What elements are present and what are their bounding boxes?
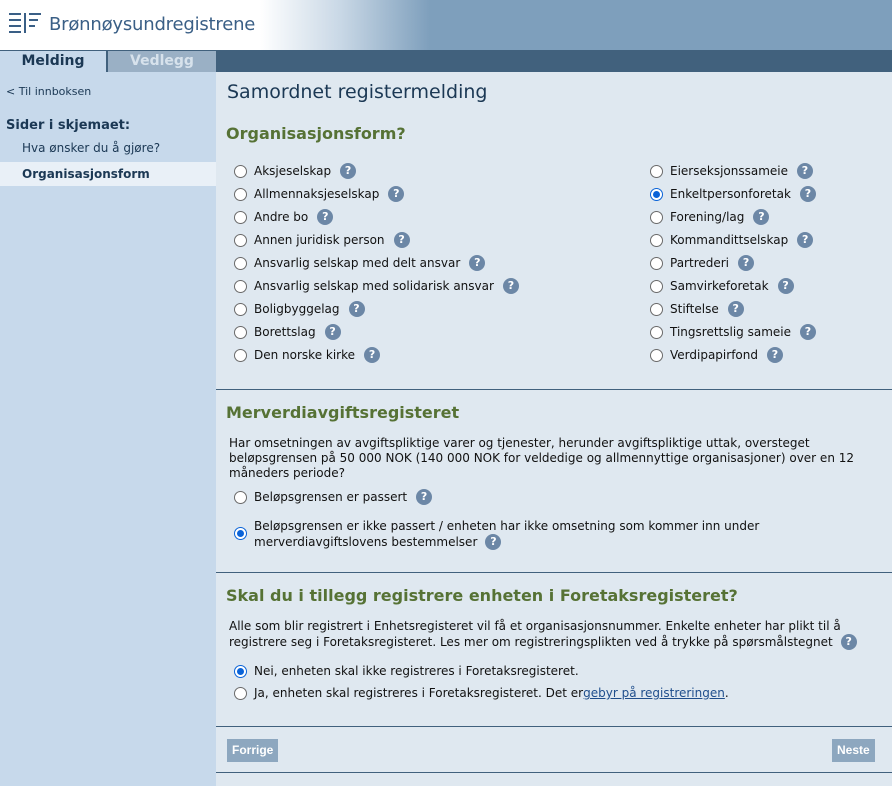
option-label: Partrederi xyxy=(670,256,730,270)
option-label: Beløpsgrensen er passert xyxy=(254,490,408,504)
option-label: Stiftelse xyxy=(670,302,719,316)
help-icon[interactable]: ? xyxy=(841,634,857,650)
help-icon[interactable]: ? xyxy=(364,347,380,363)
org-form-option[interactable] xyxy=(650,278,794,294)
help-icon[interactable]: ? xyxy=(340,163,356,179)
option-label: Kommandittselskap xyxy=(670,233,789,247)
option-label: Ansvarlig selskap med solidarisk ansvar xyxy=(254,279,494,293)
option-label: Samvirkeforetak xyxy=(670,279,769,293)
option-label-second-line xyxy=(254,534,759,550)
radio-button[interactable] xyxy=(234,491,247,504)
sidebar-heading: Sider i skjemaet: xyxy=(6,118,131,133)
help-icon[interactable]: ? xyxy=(485,534,501,550)
org-form-option[interactable] xyxy=(650,255,754,271)
vat-question-line: beløpsgrensen på 50 000 NOK (140 000 NOK for veldedige og allmennyttige organisasjoner) over en 12 xyxy=(229,451,855,465)
org-form-option[interactable] xyxy=(650,209,769,225)
page-title: Samordnet registermelding xyxy=(227,81,488,103)
org-form-option[interactable] xyxy=(234,163,356,179)
sidebar-item-hva-onsker[interactable]: Hva ønsker du å gjøre? xyxy=(22,141,161,155)
help-icon[interactable]: ? xyxy=(388,186,404,202)
org-form-option[interactable] xyxy=(234,301,365,317)
option-label: Eierseksjonssameie xyxy=(670,164,788,178)
option-label: Tingsrettslig sameie xyxy=(670,325,791,339)
tab-melding[interactable]: Melding xyxy=(0,51,106,72)
option-label: Verdipapirfond xyxy=(670,348,758,362)
radio-button[interactable] xyxy=(650,165,663,178)
help-icon[interactable]: ? xyxy=(767,347,783,363)
option-label: Beløpsgrensen er ikke passert / enheten har ikke omsetning som kommer inn under xyxy=(254,519,760,533)
section-divider xyxy=(216,572,892,573)
help-icon[interactable]: ? xyxy=(797,232,813,248)
option-label: merverdiavgiftslovens bestemmelser xyxy=(254,535,478,549)
radio-button-selected[interactable] xyxy=(234,527,247,540)
radio-button[interactable] xyxy=(234,188,247,201)
tab-bar xyxy=(0,50,892,72)
org-form-option[interactable] xyxy=(234,209,333,225)
sidebar xyxy=(0,72,216,786)
previous-button[interactable]: Forrige xyxy=(227,739,278,762)
help-icon[interactable]: ? xyxy=(325,324,341,340)
org-form-option[interactable] xyxy=(234,186,404,202)
option-label: Andre bo xyxy=(254,210,309,224)
option-label: Boligbyggelag xyxy=(254,302,340,316)
radio-button-selected[interactable] xyxy=(234,665,247,678)
section-divider xyxy=(216,726,892,727)
help-icon[interactable]: ? xyxy=(416,489,432,505)
help-icon[interactable]: ? xyxy=(503,278,519,294)
radio-button[interactable] xyxy=(650,211,663,224)
foretak-option-ja[interactable] xyxy=(234,686,729,700)
help-icon[interactable]: ? xyxy=(797,163,813,179)
org-form-option[interactable] xyxy=(650,301,744,317)
vat-question-line: måneders periode? xyxy=(229,466,346,480)
org-form-option[interactable] xyxy=(234,232,410,248)
radio-button[interactable] xyxy=(650,280,663,293)
help-icon[interactable]: ? xyxy=(349,301,365,317)
help-icon[interactable]: ? xyxy=(738,255,754,271)
foretak-text-line: registrere seg i Foretaksregisteret. Les mer om registreringsplikten ved å trykke på spørsmålstegnet xyxy=(229,634,833,649)
help-icon[interactable]: ? xyxy=(753,209,769,225)
vat-question-line: Har omsetningen av avgiftspliktige varer og tjenester, herunder avgiftspliktige uttak, oversteget xyxy=(229,436,810,450)
section-divider xyxy=(216,772,892,773)
radio-button[interactable] xyxy=(234,349,247,362)
section-title-foretaksregisteret: Skal du i tillegg registrere enheten i Foretaksregisteret? xyxy=(226,586,738,605)
section-title-merverdiavgift: Merverdiavgiftsregisteret xyxy=(226,403,460,422)
help-icon[interactable]: ? xyxy=(469,255,485,271)
logo xyxy=(9,11,255,37)
radio-button[interactable] xyxy=(650,326,663,339)
option-label: Ja, enheten skal registreres i Foretaksregisteret. Det er xyxy=(254,686,584,700)
option-label: Borettslag xyxy=(254,325,316,339)
radio-button[interactable] xyxy=(650,349,663,362)
foretak-description xyxy=(229,619,857,650)
help-icon[interactable]: ? xyxy=(778,278,794,294)
radio-button[interactable] xyxy=(650,303,663,316)
org-form-option[interactable] xyxy=(234,255,485,271)
radio-button[interactable] xyxy=(234,280,247,293)
radio-button[interactable] xyxy=(650,257,663,270)
radio-button[interactable] xyxy=(234,211,247,224)
header xyxy=(0,0,892,50)
gebyr-link[interactable]: gebyr på registreringen xyxy=(583,686,725,700)
foretak-text-line-2 xyxy=(229,634,857,650)
org-form-option[interactable] xyxy=(234,324,341,340)
foretak-option-nei[interactable] xyxy=(234,664,579,678)
option-label: Aksjeselskap xyxy=(254,164,332,178)
radio-button[interactable] xyxy=(234,165,247,178)
sidebar-item-organisasjonsform[interactable]: Organisasjonsform xyxy=(0,162,216,186)
org-form-option[interactable] xyxy=(650,186,816,202)
radio-button[interactable] xyxy=(650,234,663,247)
org-form-option[interactable] xyxy=(234,347,380,363)
option-label: Den norske kirke xyxy=(254,348,356,362)
option-label: Allmennaksjeselskap xyxy=(254,187,380,201)
radio-button[interactable] xyxy=(234,234,247,247)
option-label-suffix: . xyxy=(724,686,729,700)
org-form-option[interactable] xyxy=(650,347,783,363)
back-to-inbox-link[interactable]: < Til innboksen xyxy=(6,85,92,98)
option-label: Annen juridisk person xyxy=(254,233,385,247)
org-form-option[interactable] xyxy=(234,278,519,294)
radio-button[interactable] xyxy=(234,257,247,270)
next-button[interactable]: Neste xyxy=(832,739,875,762)
section-title-organisasjonsform: Organisasjonsform? xyxy=(226,124,406,143)
option-label: Forening/lag xyxy=(670,210,745,224)
org-form-option[interactable] xyxy=(650,324,816,340)
help-icon[interactable]: ? xyxy=(317,209,333,225)
brand-name: Brønnøysundregistrene xyxy=(49,13,256,35)
option-label: Enkeltpersonforetak xyxy=(670,187,791,201)
vat-option-passert[interactable] xyxy=(234,489,432,505)
help-icon[interactable]: ? xyxy=(394,232,410,248)
vat-option-ikke-passert[interactable] xyxy=(234,518,759,550)
help-icon[interactable]: ? xyxy=(800,186,816,202)
foretak-text-line: Alle som blir registrert i Enhetsregisteret vil få et organisasjonsnummer. Enkelte enheter har plikt til å xyxy=(229,619,841,633)
radio-button[interactable] xyxy=(234,326,247,339)
tab-vedlegg[interactable]: Vedlegg xyxy=(108,51,216,72)
org-form-option[interactable] xyxy=(650,232,813,248)
radio-button[interactable] xyxy=(234,687,247,700)
help-icon[interactable]: ? xyxy=(728,301,744,317)
section-divider xyxy=(216,389,892,390)
radio-button[interactable] xyxy=(234,303,247,316)
org-form-option[interactable] xyxy=(650,163,813,179)
option-label-wrap xyxy=(254,518,759,550)
option-label: Nei, enheten skal ikke registreres i Foretaksregisteret. xyxy=(254,664,579,678)
help-icon[interactable]: ? xyxy=(800,324,816,340)
radio-button-selected[interactable] xyxy=(650,188,663,201)
brreg-logo-icon xyxy=(9,11,41,37)
option-label: Ansvarlig selskap med delt ansvar xyxy=(254,256,461,270)
vat-question xyxy=(229,436,854,481)
main-content xyxy=(216,72,892,786)
